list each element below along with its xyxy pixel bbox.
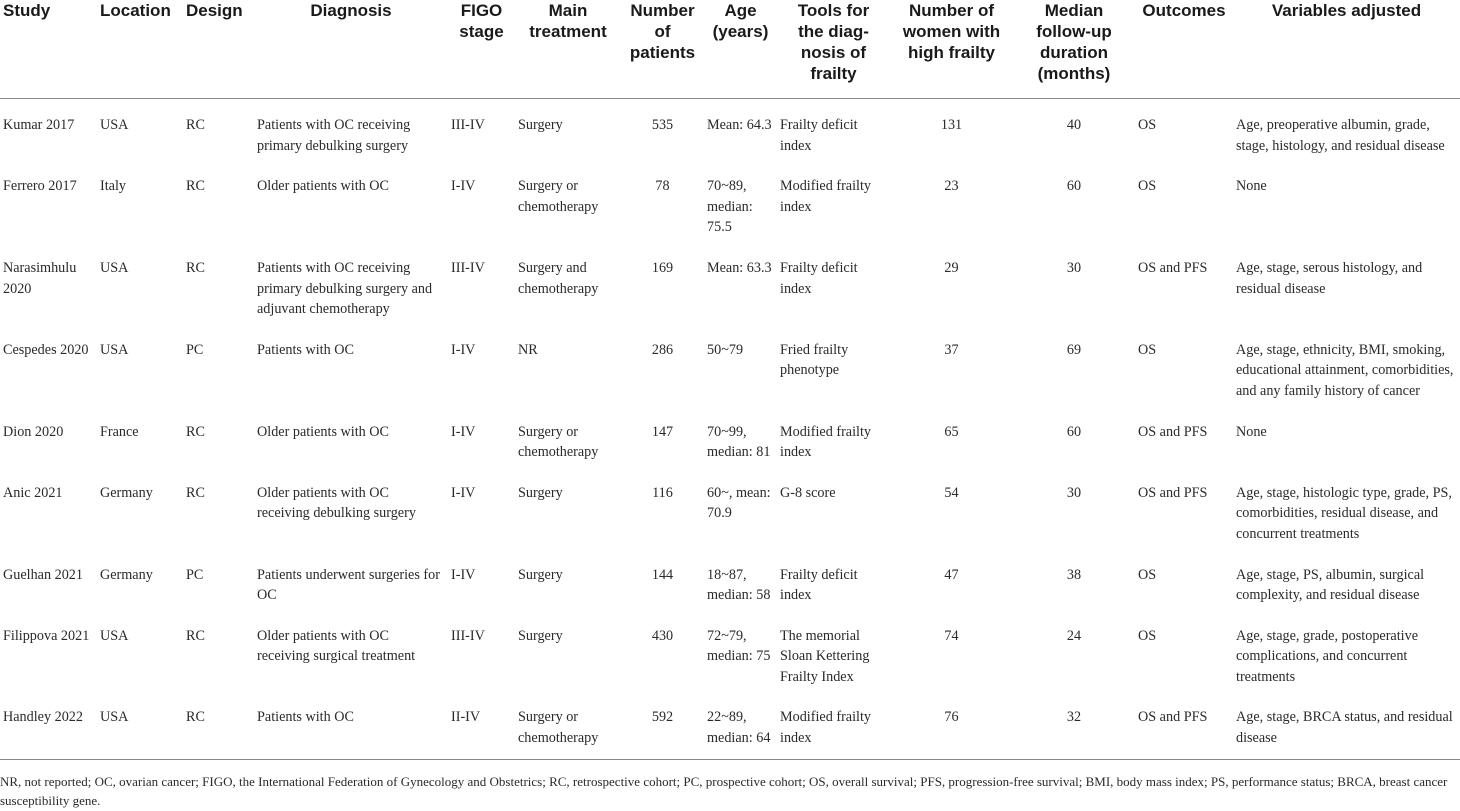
cell-outcomes: OS and PFS xyxy=(1138,484,1208,501)
cell-variables-adjusted: Age, preoperative albumin, grade, stage, histology, and residual disease xyxy=(1236,117,1445,154)
cell-main-treatment: Surgery xyxy=(518,484,563,501)
cell-follow-up: 38 xyxy=(1066,566,1082,583)
header-age: Age (years) xyxy=(704,0,777,99)
table-body xyxy=(0,99,1460,760)
cell-figo-stage: I-IV xyxy=(451,423,476,440)
cell-design: RC xyxy=(186,178,205,195)
cell-design: PC xyxy=(186,566,204,583)
cell-follow-up: 30 xyxy=(1066,259,1082,276)
cell-frailty-tool: G-8 score xyxy=(780,484,836,501)
cell-location: USA xyxy=(100,117,129,133)
cell-high-frailty-count: 131 xyxy=(940,117,963,133)
cell-diagnosis: Older patients with OC receiving surgical treatment xyxy=(257,627,416,665)
cell-location: USA xyxy=(100,341,129,358)
cell-age: 22~89, median: 64 xyxy=(704,693,777,759)
table-row xyxy=(0,469,1460,551)
cell-age: Mean: 63.3 xyxy=(707,259,772,276)
cell-diagnosis: Patients with OC xyxy=(257,341,354,358)
table-row xyxy=(0,326,1460,408)
cell-diagnosis: Older patients with OC receiving debulking surgery xyxy=(257,484,416,522)
cell-follow-up: 24 xyxy=(1066,627,1082,644)
header-row xyxy=(0,0,1460,99)
cell-follow-up: 60 xyxy=(1066,423,1082,440)
cell-follow-up: 30 xyxy=(1066,484,1082,501)
header-number-of-patients: Number of patients xyxy=(621,0,704,99)
cell-main-treatment: Surgery or chemotherapy xyxy=(518,423,599,461)
cell-frailty-tool: Modified frailty index xyxy=(780,423,872,461)
cell-figo-stage: II-IV xyxy=(448,693,515,759)
header-location: Location xyxy=(97,0,183,99)
table-row xyxy=(0,408,1460,469)
cell-design: RC xyxy=(186,117,205,133)
cell-number-of-patients: 535 xyxy=(651,117,674,133)
cell-figo-stage: III-IV xyxy=(451,259,485,276)
cell-study: Ferrero 2017 xyxy=(3,178,77,195)
header-frailty-tools: Tools for the diag- nosis of frailty xyxy=(777,0,890,99)
cell-main-treatment: Surgery and chemotherapy xyxy=(518,259,599,297)
header-design: Design xyxy=(183,0,254,99)
table-header xyxy=(0,0,1460,99)
cell-study: Anic 2021 xyxy=(3,484,63,501)
cell-high-frailty-count: 37 xyxy=(944,341,959,358)
cell-frailty-tool: Modified frailty index xyxy=(777,693,890,759)
cell-variables-adjusted: Age, stage, PS, albumin, surgical complexity, and residual disease xyxy=(1236,566,1425,604)
cell-figo-stage: I-IV xyxy=(451,341,476,358)
cell-diagnosis: Patients underwent surgeries for OC xyxy=(257,566,440,604)
cell-design: RC xyxy=(186,423,205,440)
cell-age: Mean: 64.3 xyxy=(707,117,772,133)
cell-variables-adjusted: None xyxy=(1236,423,1267,440)
cell-high-frailty-count: 65 xyxy=(944,423,959,440)
cell-number-of-patients: 286 xyxy=(651,341,674,358)
cell-follow-up: 32 xyxy=(1013,693,1135,759)
header-study: Study xyxy=(0,0,97,99)
cell-high-frailty-count: 76 xyxy=(890,693,1013,759)
table-row xyxy=(0,162,1460,244)
cell-design: PC xyxy=(186,341,204,358)
cell-main-treatment: Surgery xyxy=(518,117,563,133)
table-row xyxy=(0,99,1460,163)
cell-age: 18~87, median: 58 xyxy=(707,566,771,604)
cell-number-of-patients: 592 xyxy=(621,693,704,759)
cell-figo-stage: I-IV xyxy=(451,566,476,583)
cell-design: RC xyxy=(186,484,205,501)
cell-main-treatment: NR xyxy=(518,341,538,358)
cell-design: RC xyxy=(183,693,254,759)
cell-location: USA xyxy=(97,693,183,759)
cell-design: RC xyxy=(186,259,205,276)
cell-frailty-tool: Frailty deficit index xyxy=(780,117,858,154)
cell-variables-adjusted: Age, stage, ethnicity, BMI, smoking, educational attainment, comorbidities, and any family history of cancer xyxy=(1236,341,1454,399)
cell-location: France xyxy=(100,423,139,440)
cell-main-treatment: Surgery xyxy=(518,566,563,583)
header-main-treatment: Main treatment xyxy=(515,0,621,99)
cell-number-of-patients: 169 xyxy=(651,259,674,276)
cell-frailty-tool: Frailty deficit index xyxy=(780,566,858,604)
cell-figo-stage: I-IV xyxy=(451,484,476,501)
cell-diagnosis: Older patients with OC xyxy=(257,178,390,195)
header-outcomes: Outcomes xyxy=(1135,0,1233,99)
header-figo-stage: FIGO stage xyxy=(448,0,515,99)
cell-location: Italy xyxy=(100,178,126,195)
cell-outcomes: OS and PFS xyxy=(1135,693,1233,759)
cell-diagnosis: Patients with OC xyxy=(254,693,448,759)
cell-follow-up: 69 xyxy=(1066,341,1082,358)
cell-age: 60~, mean: 70.9 xyxy=(707,484,771,522)
cell-number-of-patients: 144 xyxy=(651,566,674,583)
cell-study: Cespedes 2020 xyxy=(3,341,89,358)
cell-outcomes: OS and PFS xyxy=(1138,423,1208,440)
cell-age: 70~89, median: 75.5 xyxy=(707,178,753,236)
cell-frailty-tool: The memorial Sloan Kettering Frailty Index xyxy=(780,627,870,685)
cell-figo-stage: III-IV xyxy=(451,627,485,644)
cell-frailty-tool: Frailty deficit index xyxy=(780,259,858,297)
cell-figo-stage: III-IV xyxy=(451,117,485,133)
cell-age: 72~79, median: 75 xyxy=(707,627,771,665)
cell-outcomes: OS xyxy=(1138,117,1157,133)
cell-figo-stage: I-IV xyxy=(451,178,476,195)
cell-outcomes: OS xyxy=(1138,178,1157,195)
cell-follow-up: 40 xyxy=(1066,117,1082,133)
cell-outcomes: OS xyxy=(1138,341,1157,358)
cell-study: Narasimhulu 2020 xyxy=(3,259,77,297)
table-row xyxy=(0,551,1460,612)
cell-frailty-tool: Modified frailty index xyxy=(780,178,872,215)
cell-study: Filippova 2021 xyxy=(3,627,90,644)
cell-main-treatment: Surgery or chemotherapy xyxy=(518,178,599,215)
cell-number-of-patients: 147 xyxy=(651,423,674,440)
table-row xyxy=(0,244,1460,326)
cell-main-treatment: Surgery xyxy=(518,627,563,644)
cell-main-treatment: Surgery or chemotherapy xyxy=(515,693,621,759)
cell-location: USA xyxy=(100,259,129,276)
cell-high-frailty-count: 29 xyxy=(944,259,959,276)
cell-number-of-patients: 430 xyxy=(651,627,674,644)
cell-study: Guelhan 2021 xyxy=(3,566,83,583)
cell-variables-adjusted: Age, stage, histologic type, grade, PS, comorbidities, residual disease, and concurrent treatments xyxy=(1236,484,1452,542)
cell-age: 50~79 xyxy=(707,341,744,358)
cell-variables-adjusted: None xyxy=(1236,178,1267,195)
cell-location: Germany xyxy=(100,566,153,583)
cell-number-of-patients: 116 xyxy=(652,484,673,501)
cell-follow-up: 60 xyxy=(1066,178,1082,195)
table-row xyxy=(0,612,1460,694)
cell-design: RC xyxy=(186,627,205,644)
cell-outcomes: OS xyxy=(1138,627,1157,644)
header-variables-adjusted: Variables adjusted xyxy=(1233,0,1460,99)
cell-location: Germany xyxy=(100,484,153,501)
cell-number-of-patients: 78 xyxy=(655,178,670,195)
cell-diagnosis: Patients with OC receiving primary debulking surgery xyxy=(257,117,411,154)
table-row xyxy=(0,693,1460,759)
table-footnote: NR, not reported; OC, ovarian cancer; FIGO, the International Federation of Gynecology and Obstetrics; RC, retrospective cohort; PC, prospective cohort; OS, overall survival; PFS, progression-free survival; BMI, body mass index; PS, performance status; BRCA, breast cancer susceptibility gene. xyxy=(0,774,1448,808)
cell-outcomes: OS and PFS xyxy=(1138,259,1208,276)
cell-frailty-tool: Fried frailty phenotype xyxy=(780,341,849,379)
cell-variables-adjusted: Age, stage, serous histology, and residual disease xyxy=(1236,259,1423,297)
header-diagnosis: Diagnosis xyxy=(254,0,448,99)
header-follow-up: Median follow-up duration (months) xyxy=(1013,0,1135,99)
cell-outcomes: OS xyxy=(1138,566,1157,583)
cell-study: Handley 2022 xyxy=(0,693,97,759)
cell-high-frailty-count: 74 xyxy=(944,627,959,644)
cell-variables-adjusted: Age, stage, BRCA status, and residual disease xyxy=(1233,693,1460,759)
cell-diagnosis: Patients with OC receiving primary debulking surgery and adjuvant chemotherapy xyxy=(257,259,433,318)
cell-variables-adjusted: Age, stage, grade, postoperative complications, and concurrent treatments xyxy=(1236,627,1419,685)
cell-high-frailty-count: 47 xyxy=(944,566,959,583)
cell-high-frailty-count: 54 xyxy=(944,484,959,501)
cell-high-frailty-count: 23 xyxy=(944,178,959,195)
cell-location: USA xyxy=(100,627,129,644)
cell-age: 70~99, median: 81 xyxy=(707,423,771,461)
header-high-frailty-count: Number of women with high frailty xyxy=(890,0,1013,99)
cell-study: Kumar 2017 xyxy=(3,117,75,133)
cell-study: Dion 2020 xyxy=(3,423,64,440)
cell-diagnosis: Older patients with OC xyxy=(257,423,390,440)
